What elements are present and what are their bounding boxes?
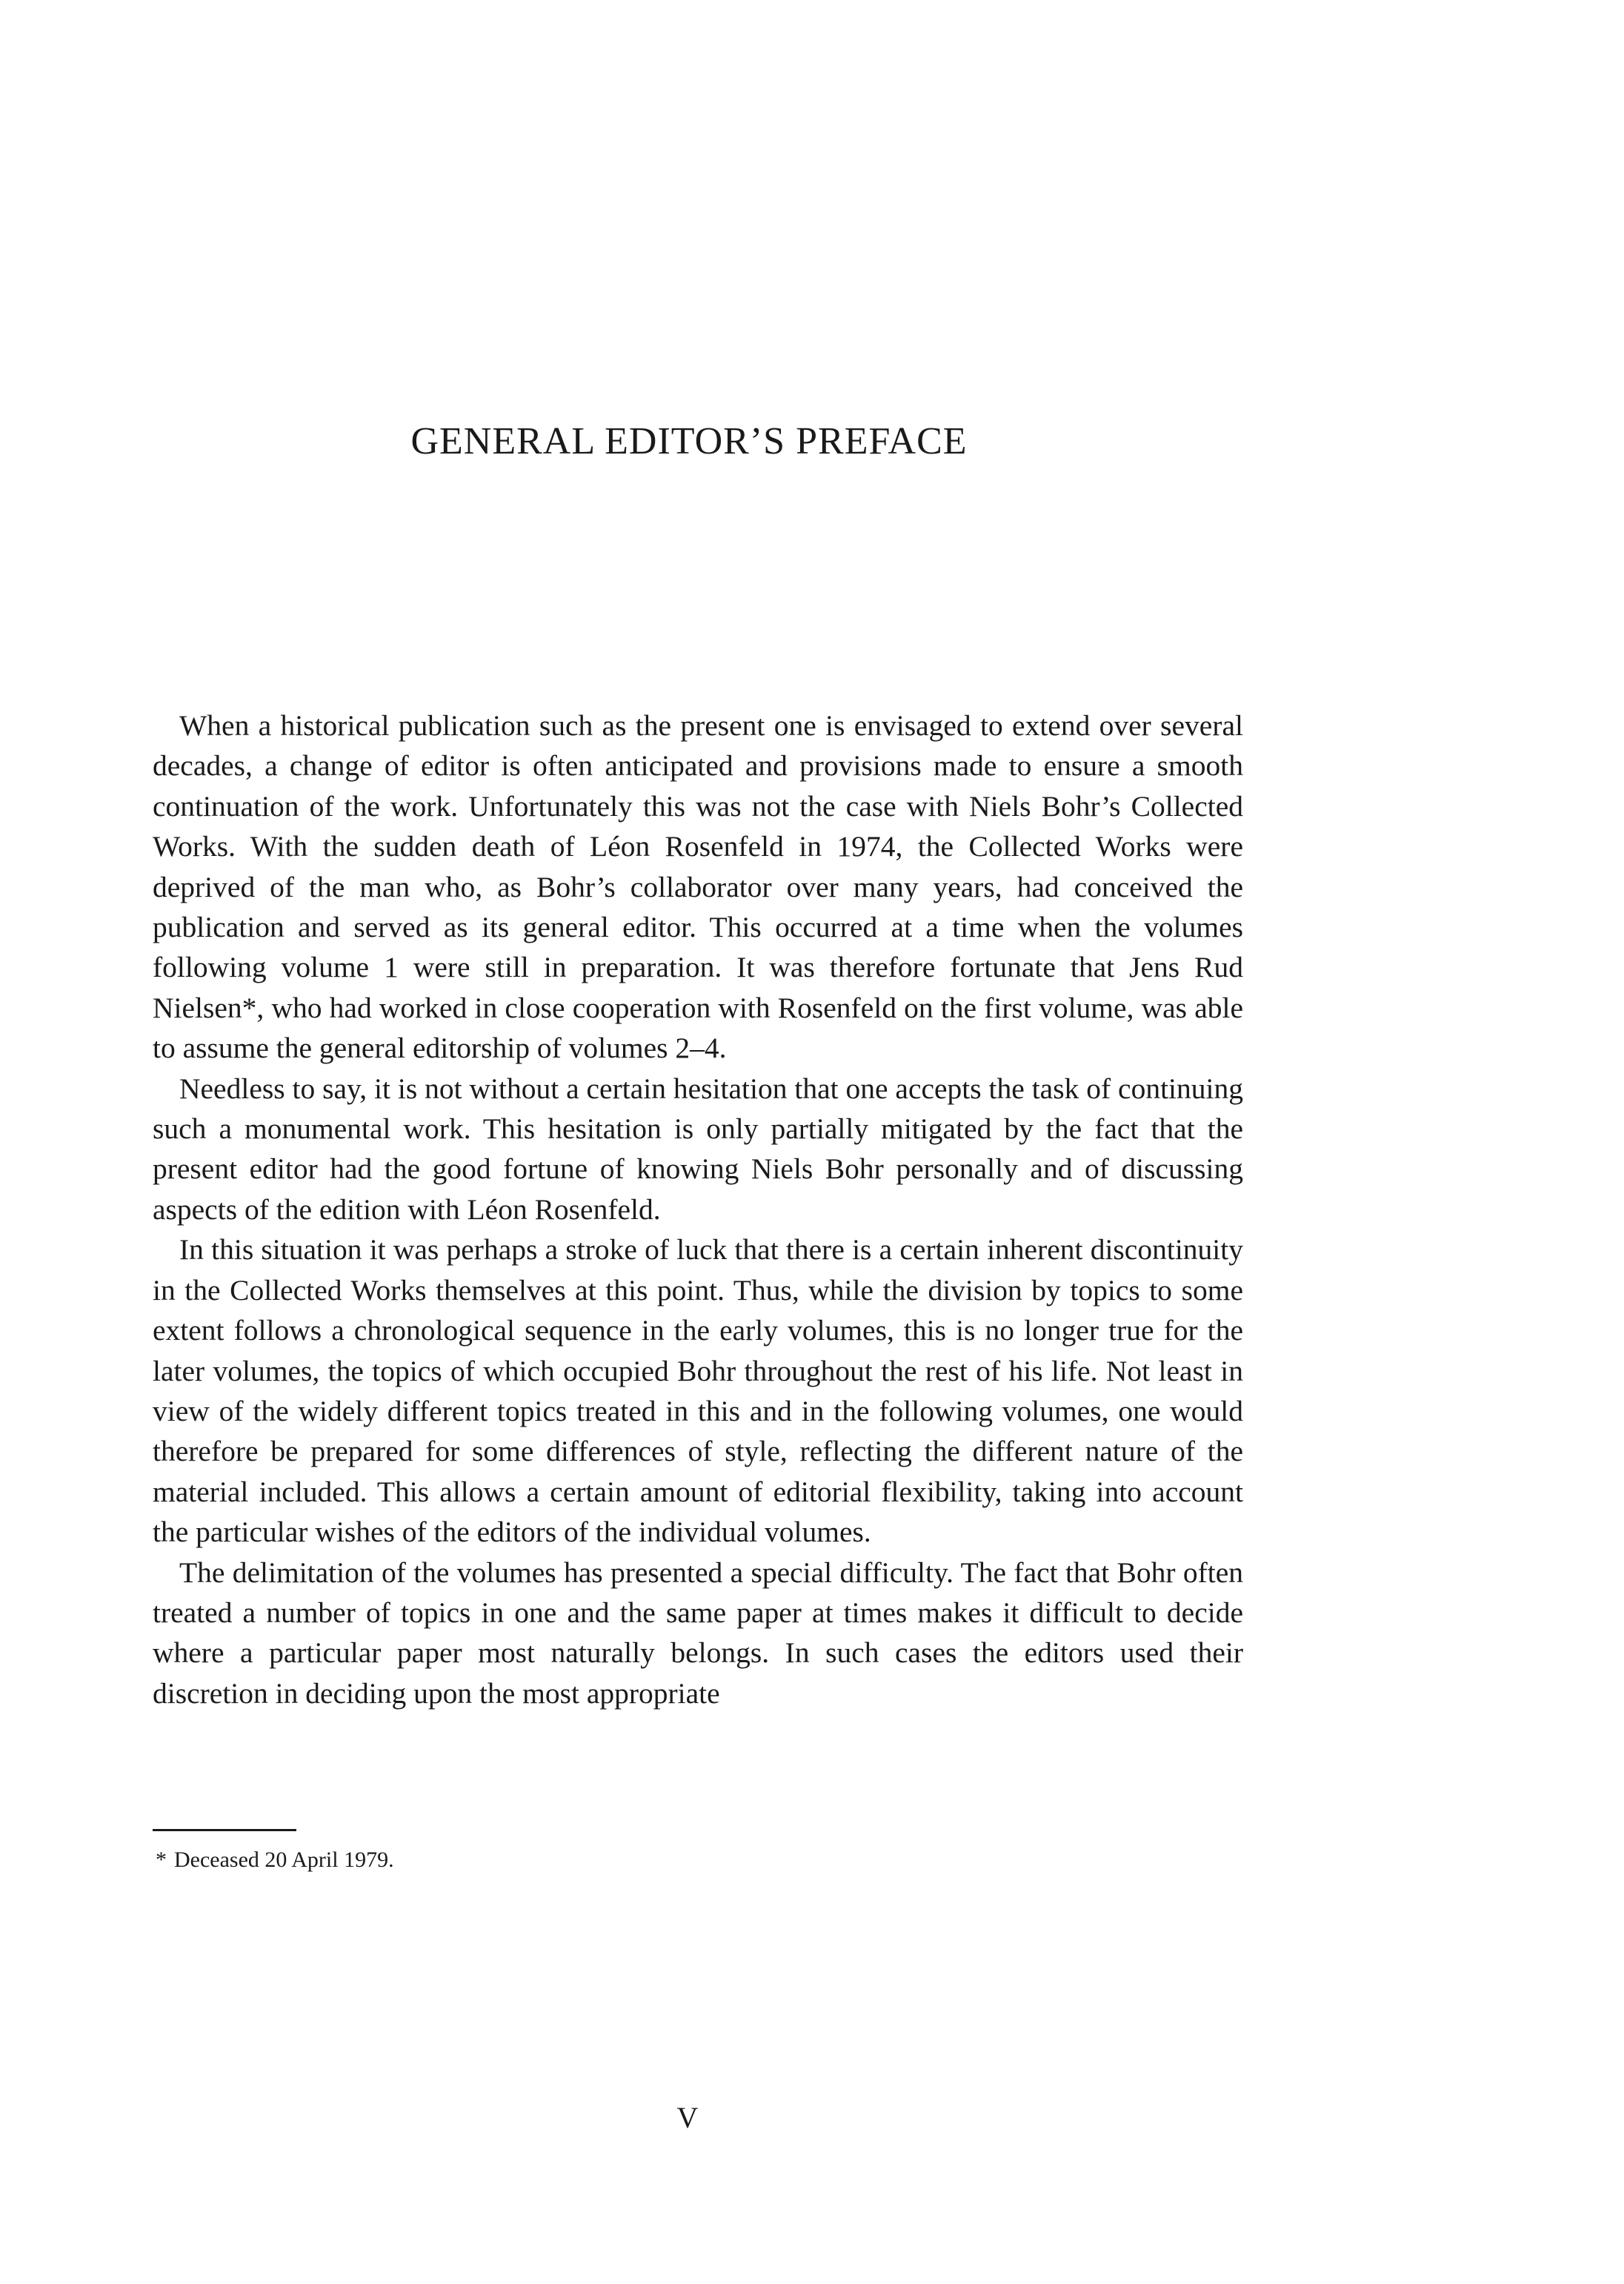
footnote-rule [153,1829,296,1831]
paragraph-2: Needless to say, it is not without a certain hesitation that one accepts the task of continuing such a monumental work. This hesitation is only partially mitigated by the fact that the present editor had the good fortune of knowing Niels Bohr personally and of discussing aspects of the edition with Léon Rosenfeld. [153,1072,1243,1226]
paragraph-3: In this situation it was perhaps a stroke of luck that there is a certain inherent discontinuity in the Collected Works themselves at this point. Thus, while the division by topics to some extent follows a chronological sequence in the early volumes, this is no longer true for the later volumes, the topics of which occupied Bohr throughout the rest of his life. Not least in view of the widely different topics treated in this and in the following volumes, one would therefore be prepared for some differences of style, reflecting the different nature of the material included. This allows a certain amount of editorial flexibility, taking into account the particular wishes of the editors of the individual volumes. [153,1233,1243,1549]
footnote [156,1845,394,1875]
page-title: GENERAL EDITOR’S PREFACE [410,420,968,462]
footnote-marker: * [156,1848,167,1872]
footnote-text: Deceased 20 April 1979. [174,1848,394,1872]
paragraph-4: The delimitation of the volumes has presented a special difficulty. The fact that Bohr often treated a number of topics in one and the same paper at times makes it difficult to decide where a particular paper most naturally belongs. In such cases the editors used their discretion in deciding upon the most appropriate [153,1556,1243,1710]
body-text [153,706,1243,1713]
page-number: V [676,2101,699,2134]
paragraph-1: When a historical publication such as the present one is envisaged to extend over several decades, a change of editor is often anticipated and provisions made to ensure a smooth continuation of the work. Unfortunately this was not the case with Niels Bohr’s Collected Works. With the sudden death of Léon Rosenfeld in 1974, the Collected Works were deprived of the man who, as Bohr’s collaborator over many years, had conceived the publication and served as its general editor. This occurred at a time when the volumes following volume 1 were still in preparation. It was therefore fortunate that Jens Rud Nielsen*, who had worked in close cooperation with Rosenfeld on the first volume, was able to assume the general editorship of volumes 2–4. [153,709,1243,1065]
